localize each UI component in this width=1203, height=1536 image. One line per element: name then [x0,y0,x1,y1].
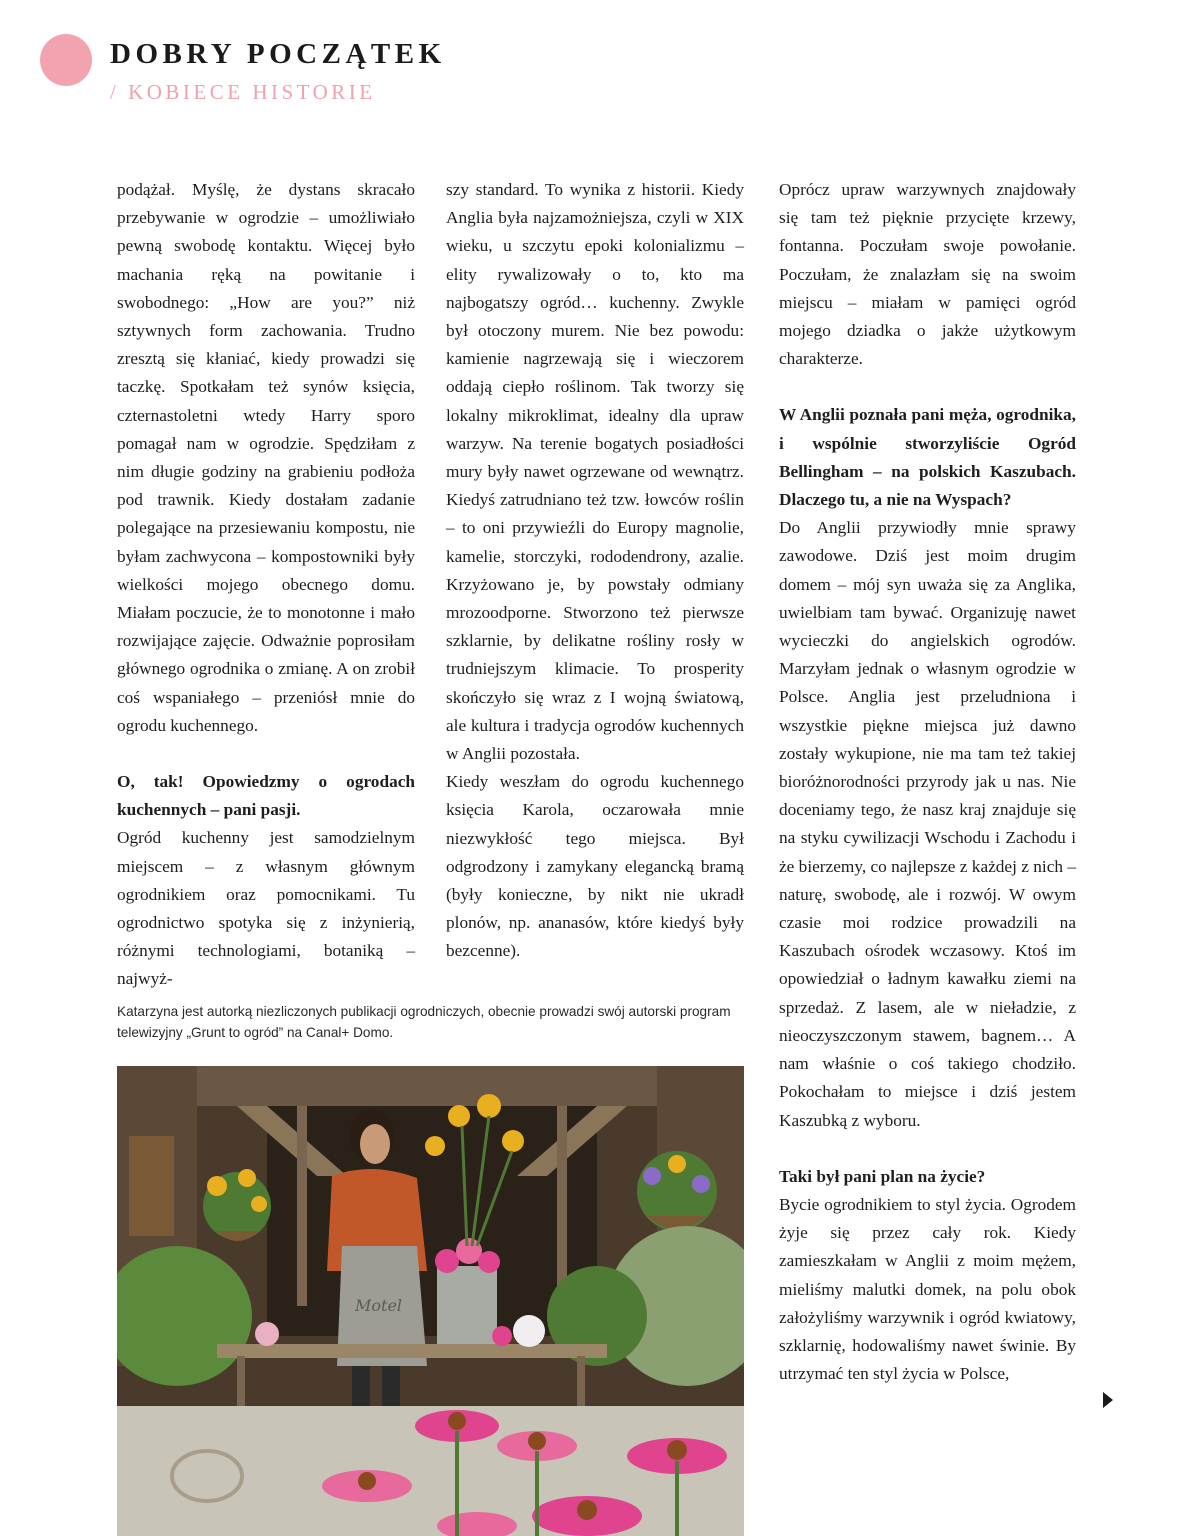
section-marker-dot [40,34,92,86]
hanging-basket-right [637,1151,717,1231]
apron-logo-text: Motel [355,1296,403,1315]
section-subtitle: / KOBIECE HISTORIE [110,80,376,104]
paragraph: szy standard. To wynika z historii. Kiedy Anglia była najzamożniejsza, czyli w XIX wieku, u szczytu epoki kolonializmu – elity rywalizowały o to, kto ma najbogatszy ogród… kuchenny. Zwykle był otoczony murem. Nie bez powodu: kamienie nagrzewają się i wieczorem oddają ciepło roślinom. Tak tworzy się lokalny mikroklimat, idealny dla upraw warzyw. Na terenie bogatych posiadłości mury były nawet ogrzewane od wewnątrz. Kiedyś zatrudniano też tzw. łowców roślin – to oni przywieźli do Europy magnolie, kamelie, storczyki, rododendrony, azalie. Krzyżowano je, by powstały odmiany mrozoodporne. Stworzono też pierwsze szklarnie, by delikatne rośliny rosły w trudniejszym klimacie. To prosperity skończyło się wraz z I wojną światową, ale kultura i tradycja ogrodów kuchennych w Anglii pozostała. [446,180,744,764]
photo-caption: Katarzyna jest autorką niezliczonych publikacji ogrodniczych, obecnie prowadzi swój autorski program telewizyjny „Grunt to ogród” na Canal+ Domo. [117,1004,731,1040]
paragraph: Oprócz upraw warzywnych znajdowały się tam też pięknie przycięte krzewy, fontanna. Poczułam swoje powołanie. Poczułam, że znalazłam się na swoim miejscu – miałam w pamięci ogród mojego dziadka o jakże użytkowym charakterze. [779,180,1076,369]
page-header [40,34,640,114]
paragraph: Kiedy weszłam do ogrodu kuchennego księcia Karola, oczarowała mnie niezwykłość tego miejsca. Był odgrodzony i zamykany elegancką bramą (były konieczne, by nikt nie ukradł plonów, np. ananasów, które kiedyś były bezcenne). [446,772,744,961]
continue-arrow-icon[interactable] [1103,1392,1113,1408]
interview-question: Taki był pani plan na życie? [779,1166,986,1186]
garden-photo-illustration [117,1066,744,1536]
article-column-2 [446,176,744,966]
interview-question: W Anglii poznała pani męża, ogrodnika, i wspólnie stworzyliście Ogród Bellingham – na polskich Kaszubach. Dlaczego tu, a nie na Wyspach? [779,405,1076,510]
paragraph: podążał. Myślę, że dystans skracało przebywanie w ogrodzie – umożliwiało pewną swobodę kontaktu. Więcej było machania ręką na powitanie i swobodnego: „How are you?” niż sztywnych form zachowania. Trudno zresztą się kłaniać, kiedy prowadzi się taczkę. Spotkałam też synów księcia, czternastoletni wtedy Harry sporo pomagał nam w ogrodzie. Spędziłam z nim długie godziny na grabieniu podłoża pod trawnik. Kiedy dostałam zadanie polegające na przesiewaniu kompostu, nie byłam zachwycona – kompostowniki były wielkości mojego obecnego domu. Miałam poczucie, że to monotonne i mało rozwijające zajęcie. Odważnie poprosiłam głównego ogrodnika o zmianę. A on zrobił coś wspaniałego – przeniósł mnie do ogrodu kuchennego. [117,180,415,735]
interview-question: O, tak! Opowiedzmy o ogrodach kuchennych – pani pasji. [117,772,415,820]
article-photo [117,1066,744,1536]
article-column-3 [779,176,1076,1388]
paragraph: Bycie ogrodnikiem to styl życia. Ogrodem żyje się przez cały rok. Kiedy zamieszkałam w Anglii z moim mężem, mieliśmy malutki domek, na polu obok założyliśmy warzywnik i ogród kwiatowy, szklarnię, hodowaliśmy nawet świnie. By utrzymać ten styl życia w Polsce, [779,1194,1076,1384]
article-column-1 [117,176,415,994]
paragraph: Do Anglii przywiodły mnie sprawy zawodowe. Dziś jest moim drugim domem – mój syn uważa się za Anglika, uwielbiam tam bywać. Organizuję nawet wycieczki do angielskich ogrodów. Marzyłam jednak o własnym ogrodzie w Polsce. Anglia jest przeludniona i wszystkie piękne miejsca już dawno zostały wykupione, nie ma tam też takiej bioróżnorodności przyrody jak u nas. Nie doceniamy tego, że nasz kraj znajduje się na styku cywilizacji Wschodu i Zachodu i że bierzemy, co najlepsze z każdej z nich – naturę, swobodę, ale i rozwój. W owym czasie moi rodzice prowadzili na Kaszubach ośrodek wczasowy. Ktoś im opowiedział o ładnym kawałku ziemi na sprzedaż. Z lasem, ale w nieładzie, z nieoczyszczonym stawem, bagnem… A nam właśnie o coś takiego chodziło. Pokochałam to miejsce i dziś jestem Kaszubką z wyboru. [779,518,1076,1130]
paragraph: Ogród kuchenny jest samodzielnym miejscem – z własnym głównym ogrodnikiem oraz pomocnikami. Tu ogrodnictwo spotyka się z inżynierią, różnymi technologiami, botaniką – najwyż- [117,828,415,989]
section-title: DOBRY POCZĄTEK [110,38,446,70]
